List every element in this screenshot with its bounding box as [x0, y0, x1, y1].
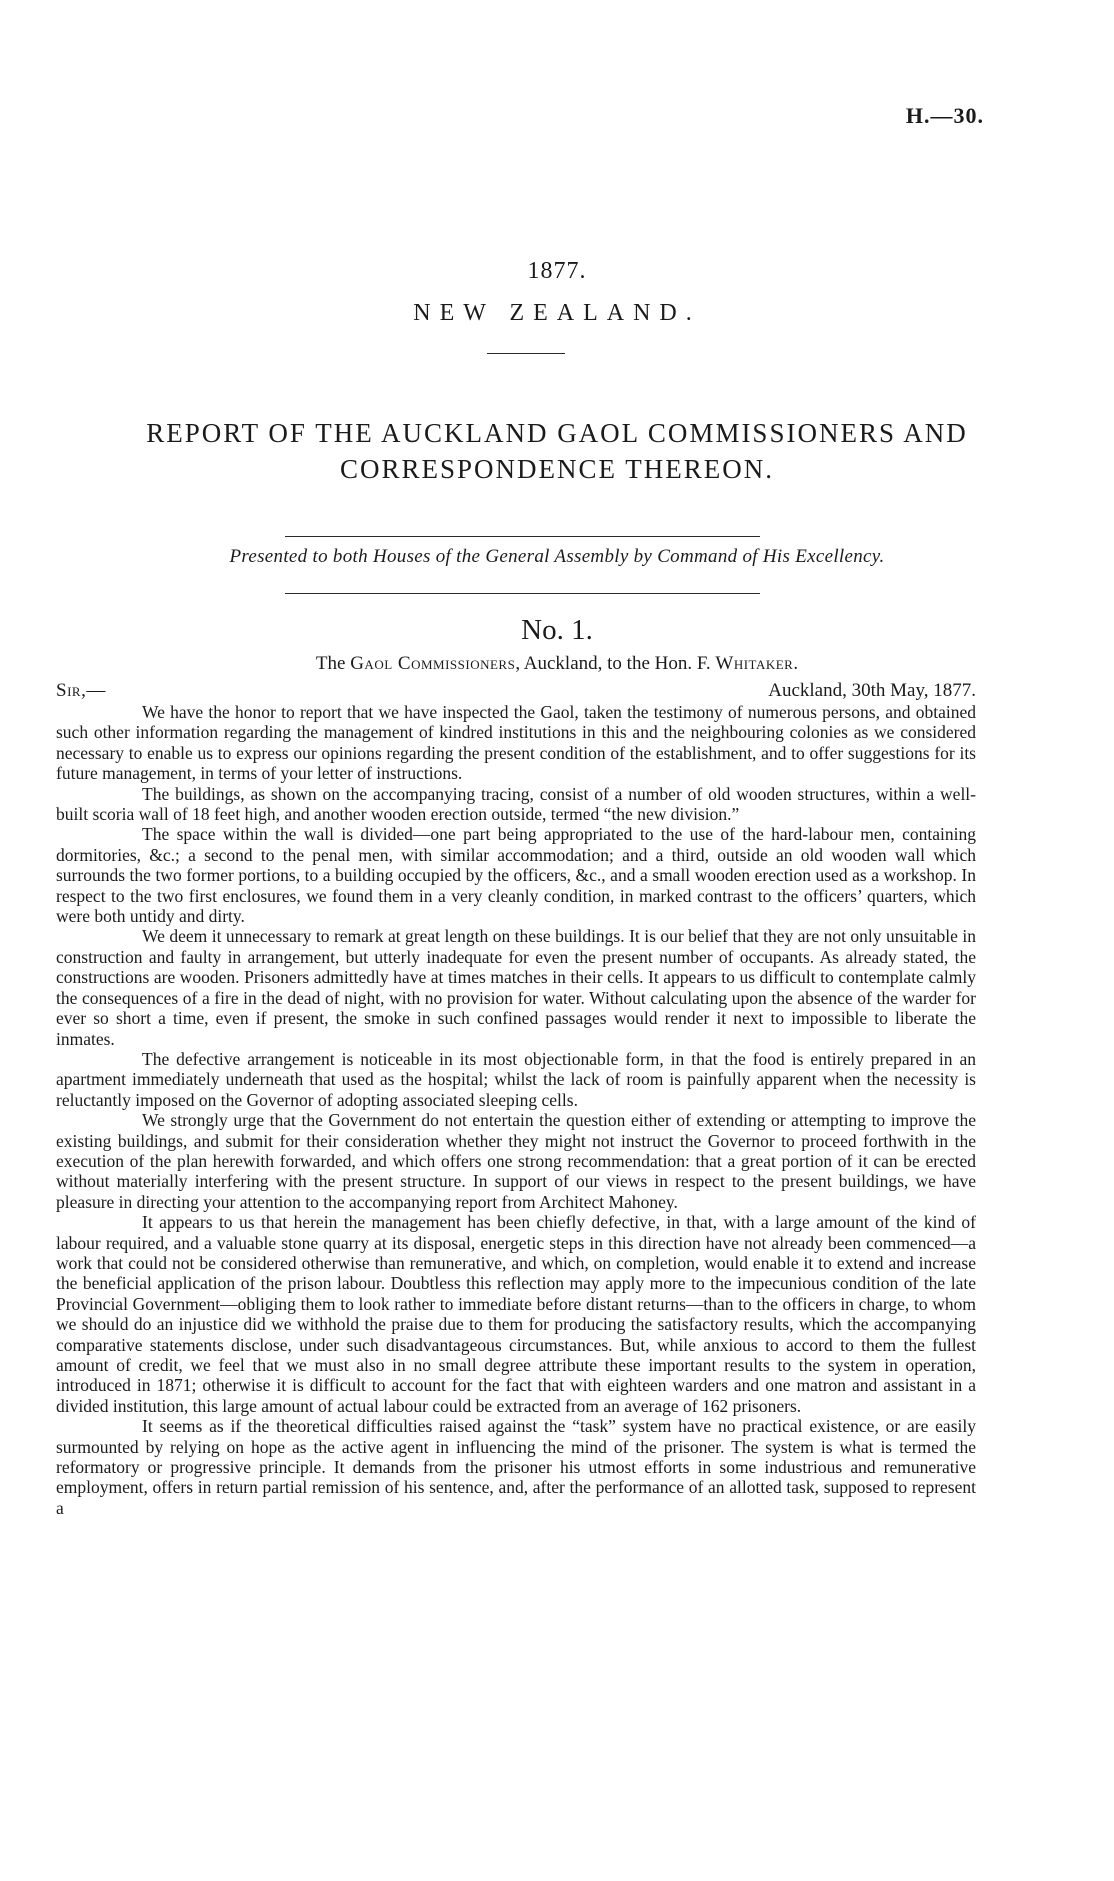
- salutation: Sir,—: [56, 680, 106, 701]
- paragraph: The defective arrangement is noticeable in its most objectionable form, in that the food is entirely prepared in an apartment immediately underneath that used as the hospital; whilst the lack of room is painfully apparent when the necessity is reluctantly imposed on the Governor of adopting associated sleeping cells.: [56, 1048, 976, 1110]
- paragraph: The buildings, as shown on the accompanying tracing, consist of a number of old wooden structures, within a well-built scoria wall of 18 feet high, and another wooden erection outside, termed “the new division.”: [56, 783, 976, 825]
- report-title-line-2: CORRESPONDENCE THEREON.: [339, 454, 775, 484]
- divider-short: [487, 353, 565, 354]
- paragraph: It appears to us that herein the management has been chiefly defective, in that, with a large amount of the kind of labour required, and a valuable stone quarry at its disposal, energetic steps in this direction have not already been commenced—a work that could not be considered otherwise than remunerative, and which, on completion, would enable it to extend and increase the beneficial application of the prison labour. Doubtless this reflection may apply more to the impecunious condition of the late Provincial Government—obliging them to look rather to immediate before distant returns—than to the officers in charge, to whom we should do an injustice did we withhold the praise due to them for producing the satisfactory results, which the accompanying comparative statements disclose, under such disadvantageous circumstances. But, while anxious to accord to them the fullest amount of credit, we feel that we must also in no small degree attribute these important results to the system in operation, introduced in 1871; otherwise it is difficult to account for the fact that with eighteen warders and one matron and assistant in a divided institution, this large amount of actual labour could be extracted from an average of 162 prisoners.: [56, 1212, 976, 1416]
- dateline: Auckland, 30th May, 1877.: [768, 680, 976, 701]
- address-suffix: .: [793, 653, 799, 674]
- letter-number: No. 1.: [521, 614, 593, 646]
- presented-statement: Presented to both Houses of the General Assembly by Command of His Excellency.: [229, 546, 885, 567]
- letter-address-line: [0, 653, 1114, 675]
- report-title-line-1: REPORT OF THE AUCKLAND GAOL COMMISSIONERS AND: [146, 418, 968, 448]
- paragraph: We deem it unnecessary to remark at great length on these buildings. It is our belief that they are not only unsuitable in construction and faulty in arrangement, but utterly inadequate for even the present number of occupants. As already stated, the constructions are wooden. Prisoners admittedly have at times matches in their cells. It appears to us difficult to contemplate calmly the consequences of a fire in the dead of night, with no provision for water. Without calculating upon the absence of the warder for ever so short a time, even if present, the smoke in such confined passages would render it next to impossible to liberate the inmates.: [56, 926, 976, 1049]
- sheet-reference: H.—30.: [905, 103, 984, 128]
- paragraph: The space within the wall is divided—one part being appropriated to the use of the hard-labour men, containing dormitories, &c.; a second to the penal men, with similar accommodation; and a third, outside an old wooden wall which surrounds the two former portions, to a building occupied by the officers, &c., and a small wooden erection used as a workshop. In respect to the two first enclosures, we found them in a very cleanly condition, in marked contrast to the officers’ quarters, which were both untidy and dirty.: [56, 824, 976, 927]
- address-middle: , Auckland, to the Hon. F.: [515, 653, 716, 674]
- divider-top: [285, 536, 760, 537]
- paragraph: We have the honor to report that we have inspected the Gaol, taken the testimony of numerous persons, and obtained such other information regarding the management of kindred institutions in this and the neighbouring colonies as we considered necessary to enable us to express our opinions regarding the present condition of the establishment, and to offer suggestions for its future management, in terms of your letter of instructions.: [56, 702, 976, 784]
- paragraph: It seems as if the theoretical difficulties raised against the “task” system have no practical existence, or are easily surmounted by relying on hope as the active agent in influencing the mind of the prisoner. The system is what is termed the reformatory or progressive principle. It demands from the prisoner his utmost efforts in some industrious and remunerative employment, offers in return partial remission of his sentence, and, after the performance of an allotted task, supposed to represent a: [56, 1416, 976, 1518]
- address-recipient: Whitaker: [715, 653, 794, 674]
- report-title: [60, 415, 1054, 487]
- country-heading: NEW ZEALAND.: [413, 300, 701, 326]
- letter-body: [56, 702, 976, 1518]
- address-sender: Gaol Commissioners: [350, 653, 516, 674]
- divider-bottom: [285, 593, 760, 594]
- year-heading: 1877.: [527, 258, 587, 284]
- address-prefix: The: [315, 653, 351, 674]
- paragraph: We strongly urge that the Government do not entertain the question either of extending or attempting to improve the existing buildings, and submit for their consideration whether they might not instruct the Governor to proceed forthwith in the execution of the plan herewith forwarded, and which offers one strong recommendation: that a great portion of it can be erected without materially interfering with the present structure. In support of our views in respect to the present buildings, we have pleasure in directing your attention to the accompanying report from Architect Mahoney.: [56, 1110, 976, 1212]
